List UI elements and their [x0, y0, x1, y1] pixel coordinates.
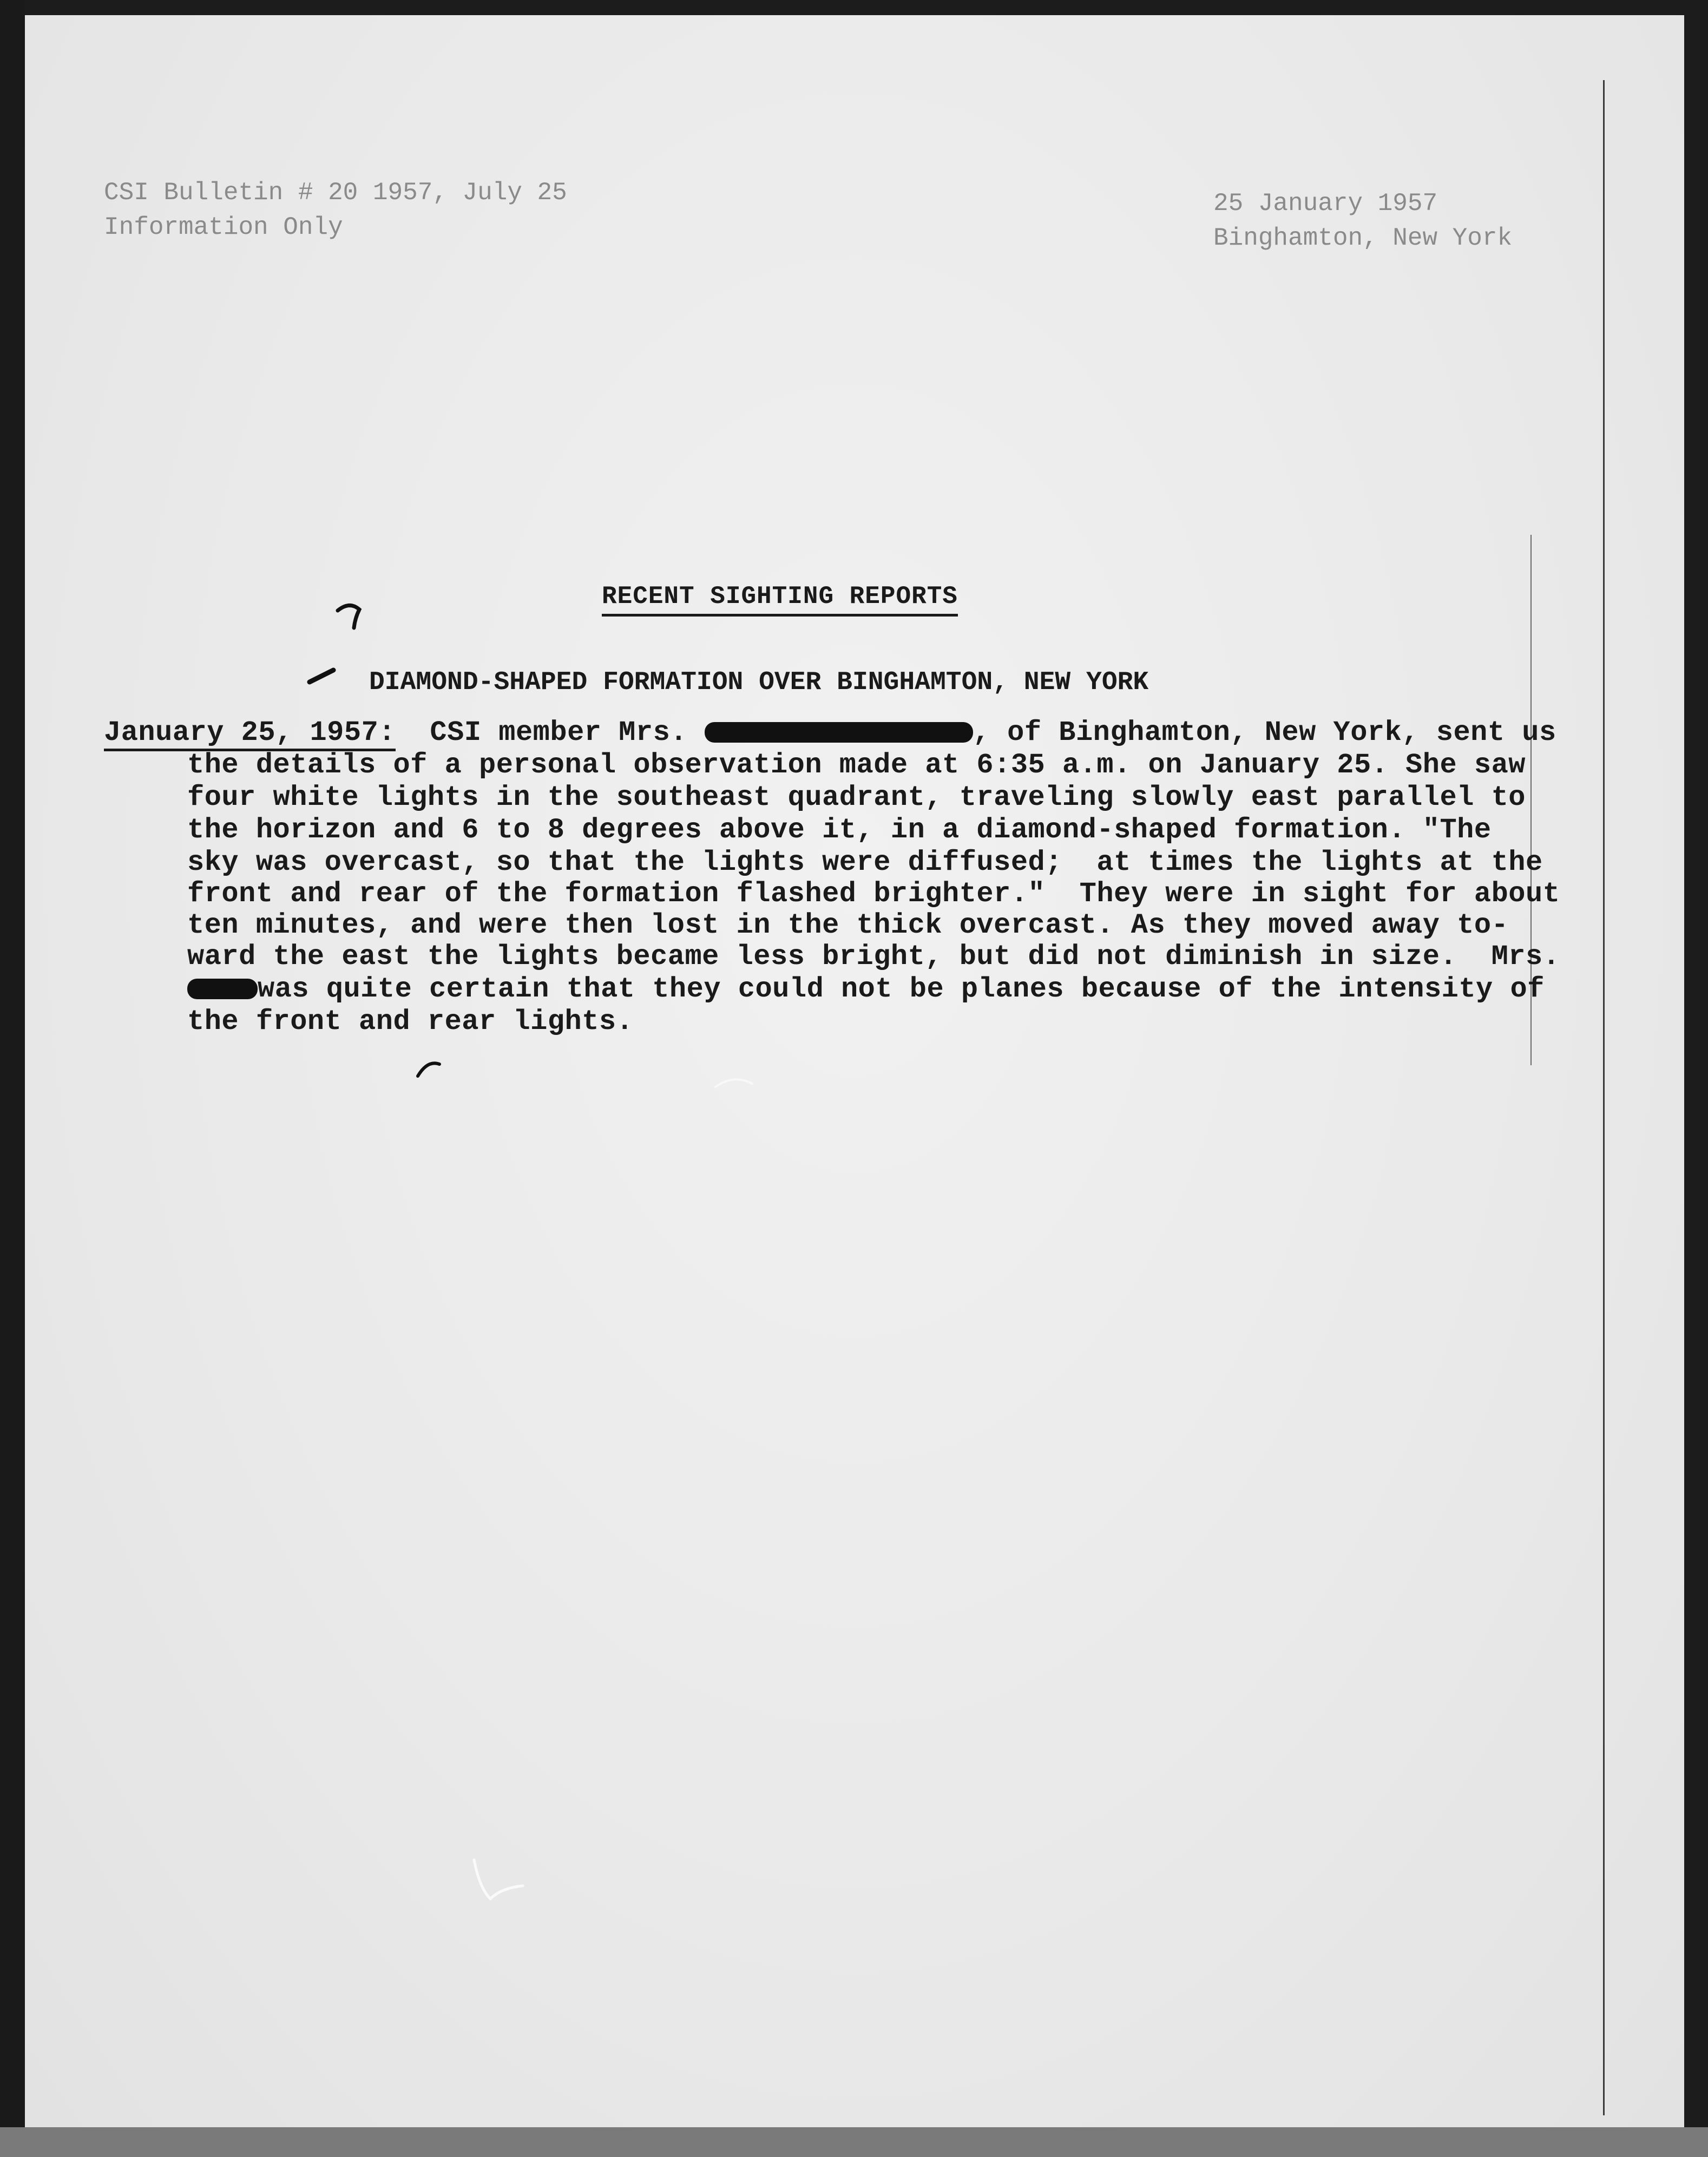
margin-rule [1603, 80, 1605, 2115]
report-line-7: ten minutes, and were then lost in the thick overcast. As they moved away to- [187, 909, 1509, 941]
scratch-mark-icon [463, 1856, 528, 1910]
report-line-2: the details of a personal observation made at 6:35 a.m. on January 25. She saw [187, 749, 1526, 781]
report-line-3: four white lights in the southeast quadrant, traveling slowly east parallel to [187, 782, 1526, 814]
scratch-mark-icon [712, 1071, 756, 1092]
information-only-note: Information Only [104, 213, 343, 241]
redaction-bar [705, 722, 973, 743]
report-line-1 [104, 717, 1556, 749]
report-location: Binghamton, New York [1213, 224, 1513, 252]
report-line-4: the horizon and 6 to 8 degrees above it, in a diamond-shaped formation. "The [187, 814, 1492, 846]
report-line-10: the front and rear lights. [187, 1006, 634, 1038]
report-date: 25 January 1957 [1213, 189, 1438, 218]
section-title: RECENT SIGHTING REPORTS [602, 582, 958, 617]
report-line-6: front and rear of the formation flashed brighter." They were in sight for about [187, 878, 1560, 910]
tick-mark-icon [306, 665, 339, 686]
handwritten-mark-icon [333, 600, 371, 632]
report-text: CSI member Mrs. [430, 717, 687, 749]
report-line-9 [187, 973, 1545, 1005]
report-text: was quite certain that they could not be planes because of the intensity of [258, 973, 1545, 1005]
scan-left-edge [0, 0, 25, 2157]
bulletin-reference: CSI Bulletin # 20 1957, July 25 [104, 179, 567, 207]
redaction-bar [187, 979, 258, 999]
report-date-label: January 25, 1957: [104, 717, 396, 751]
report-line-5: sky was overcast, so that the lights were diffused; at times the lights at the [187, 847, 1543, 878]
scan-bottom-edge [0, 2127, 1708, 2157]
report-text: , of Binghamton, New York, sent us [973, 717, 1556, 749]
handwritten-mark-icon [413, 1054, 451, 1081]
report-title: DIAMOND-SHAPED FORMATION OVER BINGHAMTON, NEW YORK [369, 668, 1149, 697]
document-page [25, 15, 1684, 2129]
report-line-8: ward the east the lights became less bright, but did not diminish in size. Mrs. [187, 941, 1560, 973]
